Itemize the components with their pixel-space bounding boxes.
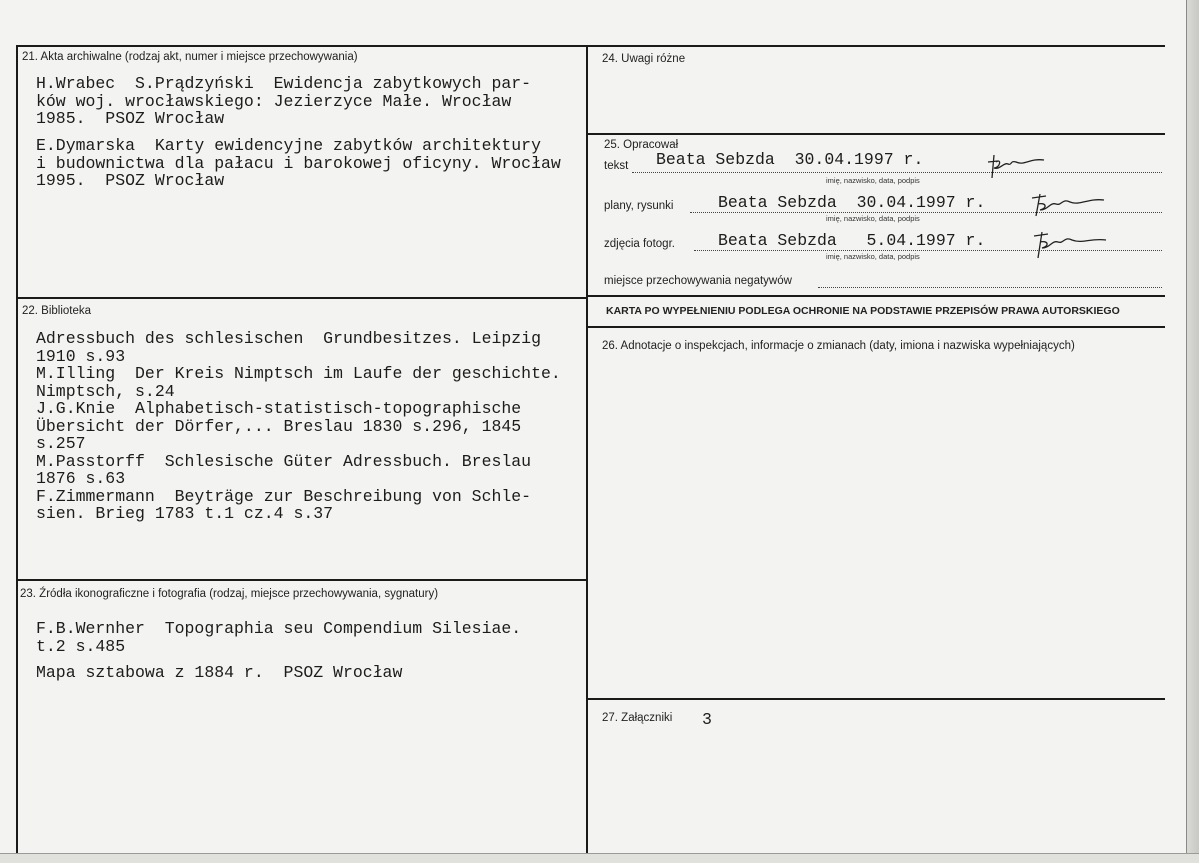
center-divider	[586, 45, 588, 863]
section21-entry2: E.Dymarska Karty ewidencyjne zabytków architektury i budownictwa dla pałacu i barokowej oficyny. Wrocław 1995. PSOZ Wrocław	[36, 136, 561, 190]
row-text-value: Beata Sebzda 30.04.1997 r.	[656, 150, 924, 169]
top-rule	[18, 45, 1165, 47]
section26-label: 26. Adnotacje o inspekcjach, informacje o zmianach (daty, imiona i nazwiska wypełniających)	[602, 340, 1075, 352]
copyright-notice: KARTA PO WYPEŁNIENIU PODLEGA OCHRONIE NA PODSTAWIE PRZEPISÓW PRAWA AUTORSKIEGO	[606, 305, 1120, 317]
right-rule-133	[588, 133, 1165, 135]
section22-entries: Adressbuch des schlesischen Grundbesitzes. Leipzig 1910 s.93 M.Illing Der Kreis Nimptsch im Laufe der geschichte. Nimptsch, s.24 J.G.Knie Alphabetisch-statistisch-topographische Übersicht der Dörfer,... Breslau 1830 s.296, 1845 s.257 M.Passtorff Schlesische Güter Adressbuch. Breslau 1876 s.63 F.Zimmermann Beyträge zur Beschreibung von Schle- sien. Brieg 1783 t.1 cz.4 s.37	[36, 329, 561, 523]
row-photos-value: Beata Sebzda 5.04.1997 r.	[718, 231, 986, 250]
section23-entry2: Mapa sztabowa z 1884 r. PSOZ Wrocław	[36, 663, 403, 682]
negatives-line	[818, 287, 1162, 288]
rule-22-top	[18, 297, 588, 299]
section21-label: 21. Akta archiwalne (rodzaj akt, numer i miejsce przechowywania)	[22, 51, 358, 63]
scan-edge-bottom	[0, 853, 1199, 863]
section23-entry1: F.B.Wernher Topographia seu Compendium Silesiae. t.2 s.485	[36, 619, 522, 656]
row-text-line	[632, 172, 1162, 173]
section23-label: 23. Źródła ikonograficzne i fotografia (rodzaj, miejsce przechowywania, sygnatury)	[20, 588, 439, 600]
row-photos-caption: imię, nazwisko, data, podpis	[826, 252, 920, 261]
left-border	[16, 45, 18, 863]
section21-entry1: H.Wrabec S.Prądzyński Ewidencja zabytkowych par- ków woj. wrocławskiego: Jezierzyce Małe. Wrocław 1985. PSOZ Wrocław	[36, 74, 532, 128]
rule-26-top	[588, 326, 1165, 328]
signature-2	[1028, 190, 1108, 220]
rule-27-top	[588, 698, 1165, 700]
section25-label: 25. Opracował	[604, 139, 679, 151]
section27-label: 27. Załączniki	[602, 712, 673, 724]
row-text-label: tekst	[604, 160, 629, 172]
row-plans-value: Beata Sebzda 30.04.1997 r.	[718, 193, 986, 212]
section24-label: 24. Uwagi różne	[602, 53, 686, 65]
rule-23-top	[18, 579, 588, 581]
section22-label: 22. Biblioteka	[22, 305, 92, 317]
row-plans-caption: imię, nazwisko, data, podpis	[826, 214, 920, 223]
negatives-label: miejsce przechowywania negatywów	[604, 275, 792, 287]
row-text-caption: imię, nazwisko, data, podpis	[826, 176, 920, 185]
section27-value: 3	[702, 710, 712, 729]
row-plans-label: plany, rysunki	[604, 200, 674, 212]
signature-3	[1030, 228, 1110, 262]
scan-edge-right	[1186, 0, 1199, 863]
rule-notice-top	[588, 295, 1165, 297]
signature-1	[984, 152, 1054, 182]
row-photos-label: zdjęcia fotogr.	[604, 238, 675, 250]
